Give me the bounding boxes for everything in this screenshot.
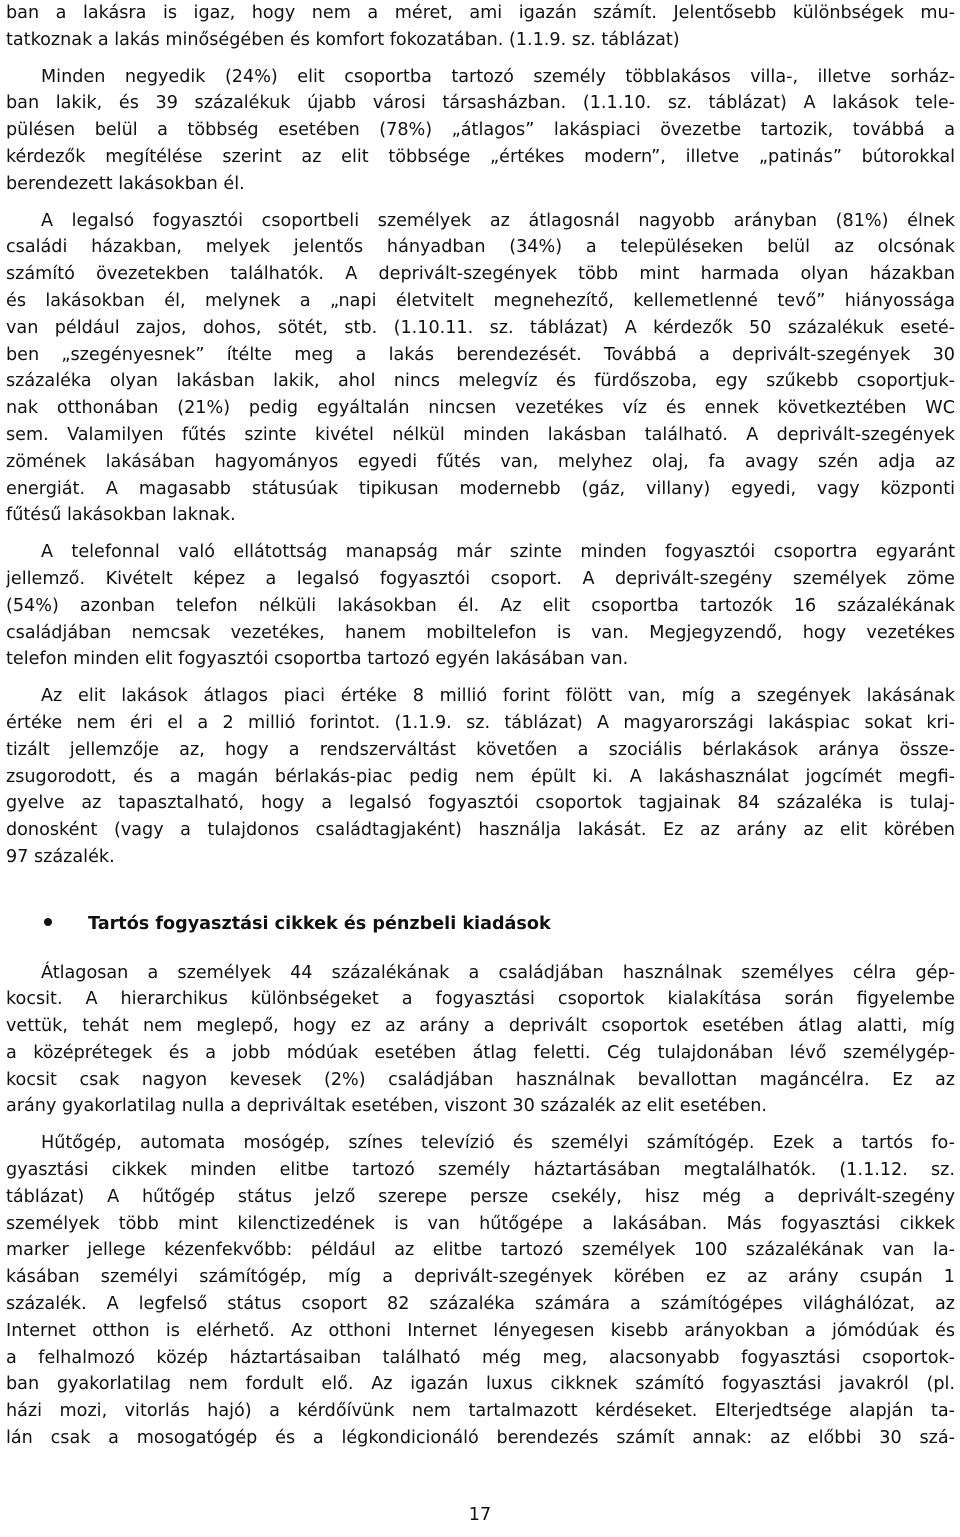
text-line: donosként (vagy a tulajdonos családtagjaként) használja lakását. Ez az arány az elit körében [6, 820, 955, 841]
paragraph [6, 0, 955, 54]
text-line: számító övezetekben találhatók. A deprivált-szegények több mint harmada olyan házakban [6, 264, 955, 285]
text-line: kásában személyi számítógép, míg a deprivált-szegények körében ez az arány csupán 1 [6, 1267, 955, 1288]
text-line: pülésen belül a többség esetében (78%) „átlagos” lakáspiaci övezetbe tartozik, továbbá a [6, 120, 955, 141]
text-line: A telefonnal való ellátottság manapság már szinte minden fogyasztói csoportra egyaránt [41, 542, 955, 563]
text-line: Hűtőgép, automata mosógép, színes televízió és személyi számítógép. Ezek a tartós fo- [41, 1133, 955, 1154]
text-line: százalék. A legfelső státus csoport 82 százaléka számára a számítógépes világhálózat, az [6, 1294, 955, 1315]
document-page [6, 0, 955, 1452]
text-line: 97 százalék. [6, 846, 115, 867]
bullet-icon [44, 918, 52, 926]
text-line: táblázat) A hűtőgép státus jelző szerepe persze csekély, hisz még a deprivált-szegény [6, 1186, 955, 1207]
paragraph [6, 1130, 955, 1452]
text-line: zsugorodott, és a magán bérlakás-piac pedig nem épült ki. A lakáshasználat jogcímét megfi- [6, 766, 955, 787]
text-line: Az elit lakások átlagos piaci értéke 8 millió forint fölött van, míg a szegények lakásának [41, 686, 955, 707]
text-line: ban gyakorlatilag nem fordult elő. Az igazán luxus cikknek számító fogyasztási javakról (pl. [6, 1374, 955, 1395]
text-line: Minden negyedik (24%) elit csoportba tartozó személy többlakásos villa-, illetve sorház- [41, 66, 955, 87]
paragraph [6, 683, 955, 871]
text-line: házi mozi, vitorlás hajó) a kérdőívünk nem tartalmazott kérdéseket. Elterjedtsége alapján ta- [6, 1401, 955, 1422]
text-line: sem. Valamilyen fűtés szinte kivétel nélkül minden lakásban található. A deprivált-szegények [6, 424, 955, 445]
text-line: gyelve az tapasztalható, hogy a legalsó fogyasztói csoportok tagjainak 84 százaléka is tulaj- [6, 793, 955, 814]
text-line: kérdezők megítélése szerint az elit többsége „értékes modern”, illetve „patinás” bútorokkal [6, 146, 955, 167]
text-line: családjában nemcsak vezetékes, hanem mobiltelefon is van. Megjegyzendő, hogy vezetékes [6, 622, 955, 643]
page-number: 17 [468, 1505, 492, 1525]
text-line: személyek több mint kilenctizedének is van hűtőgépe a lakásában. Más fogyasztási cikkek [6, 1213, 955, 1234]
text-line: A legalsó fogyasztói csoportbeli személyek az átlagosnál nagyobb arányban (81%) élnek [41, 210, 955, 231]
section-heading-text: Tartós fogyasztási cikkek és pénzbeli kiadások [88, 913, 551, 934]
text-line: ban a lakásra is igaz, hogy nem a méret, ami igazán számít. Jelentősebb különbségek mu- [6, 3, 955, 23]
text-line: Átlagosan a személyek 44 százalékának a családjában használnak személyes célra gép- [41, 962, 955, 983]
text-line: értéke nem éri el a 2 millió forintot. (1.1.9. sz. táblázat) A magyarországi lakáspiac sokat kri- [6, 712, 955, 733]
text-line: ban lakik, és 39 százalékuk újabb városi társasházban. (1.1.10. sz. táblázat) A lakások tele- [6, 93, 955, 114]
section-heading [6, 911, 955, 938]
text-line: tatkoznak a lakás minőségében és komfort fokozatában. (1.1.9. sz. táblázat) [6, 29, 680, 50]
paragraph [6, 64, 955, 198]
text-line: Internet otthon is elérhető. Az otthoni Internet lényegesen kisebb arányokban a jómódúak és [6, 1320, 955, 1341]
paragraph [6, 960, 955, 1121]
text-line: a felhalmozó közép háztartásaiban található még meg, alacsonyabb fogyasztási csoportok- [6, 1347, 955, 1368]
text-line: lán csak a mosogatógép és a légkondicionáló berendezés számít annak: az előbbi 30 szá- [6, 1428, 955, 1449]
text-line: jellemző. Kivételt képez a legalsó fogyasztói csoport. A deprivált-szegény személyek zöme [6, 568, 955, 589]
text-line: családi házakban, melyek jelentős hányadban (34%) a településeken belül az olcsónak [6, 237, 955, 258]
text-line: nak otthonában (21%) pedig egyáltalán nincsen vezetékes víz és ennek következtében WC [6, 398, 955, 419]
text-line: kocsit csak nagyon kevesek (2%) családjában használnak bevallottan magáncélra. Ez az [6, 1069, 955, 1090]
text-line: energiát. A magasabb státusúak tipikusan modernebb (gáz, villany) egyedi, vagy központi [6, 478, 955, 499]
text-line: ben „szegényesnek” ítélte meg a lakás berendezését. Továbbá a deprivált-szegények 30 [6, 344, 955, 365]
paragraph [6, 539, 955, 673]
text-line: van például zajos, dohos, sötét, stb. (1.10.11. sz. táblázat) A kérdezők 50 százalékuk eseté- [6, 317, 955, 338]
paragraph [6, 208, 955, 530]
text-line: zömének lakásában hagyományos egyedi fűtés van, melyhez olaj, fa avagy szén adja az [6, 451, 955, 472]
text-line: (54%) azonban telefon nélküli lakásokban él. Az elit csoportba tartozók 16 százalékának [6, 595, 955, 616]
text-line: berendezett lakásokban él. [6, 173, 245, 194]
text-line: kocsit. A hierarchikus különbségeket a fogyasztási csoportok kialakítása során figyelembe [6, 989, 955, 1010]
text-line: vettük, tehát nem meglepő, hogy ez az arány a deprivált csoportok esetében átlag alatti, míg [6, 1016, 955, 1037]
text-line: gyasztási cikkek minden elitbe tartozó személy háztartásában megtalálhatók. (1.1.12. sz. [6, 1160, 955, 1181]
text-line: a középrétegek és a jobb módúak esetében átlag feletti. Cég tulajdonában lévő személygép- [6, 1042, 955, 1063]
text-line: marker jellege kézenfekvőbb: például az elitbe tartozó személyek 100 százalékának van la- [6, 1240, 955, 1261]
text-line: és lakásokban él, melynek a „napi életvitelt megnehezítő, kellemetlenné tevő” hiányossága [6, 290, 955, 311]
text-line: százaléka olyan lakásban lakik, ahol nincs melegvíz és fürdőszoba, egy szűkebb csoportjuk- [6, 371, 955, 392]
text-line: telefon minden elit fogyasztói csoportba tartozó egyén lakásában van. [6, 649, 629, 670]
text-line: arány gyakorlatilag nulla a depriváltak esetében, viszont 30 százalék az elit esetében. [6, 1096, 768, 1117]
text-line: tizált jellemzője az, hogy a rendszerváltást követően a szociális bérlakások aránya össze- [6, 739, 955, 760]
text-line: fűtésű lakásokban laknak. [6, 505, 236, 526]
